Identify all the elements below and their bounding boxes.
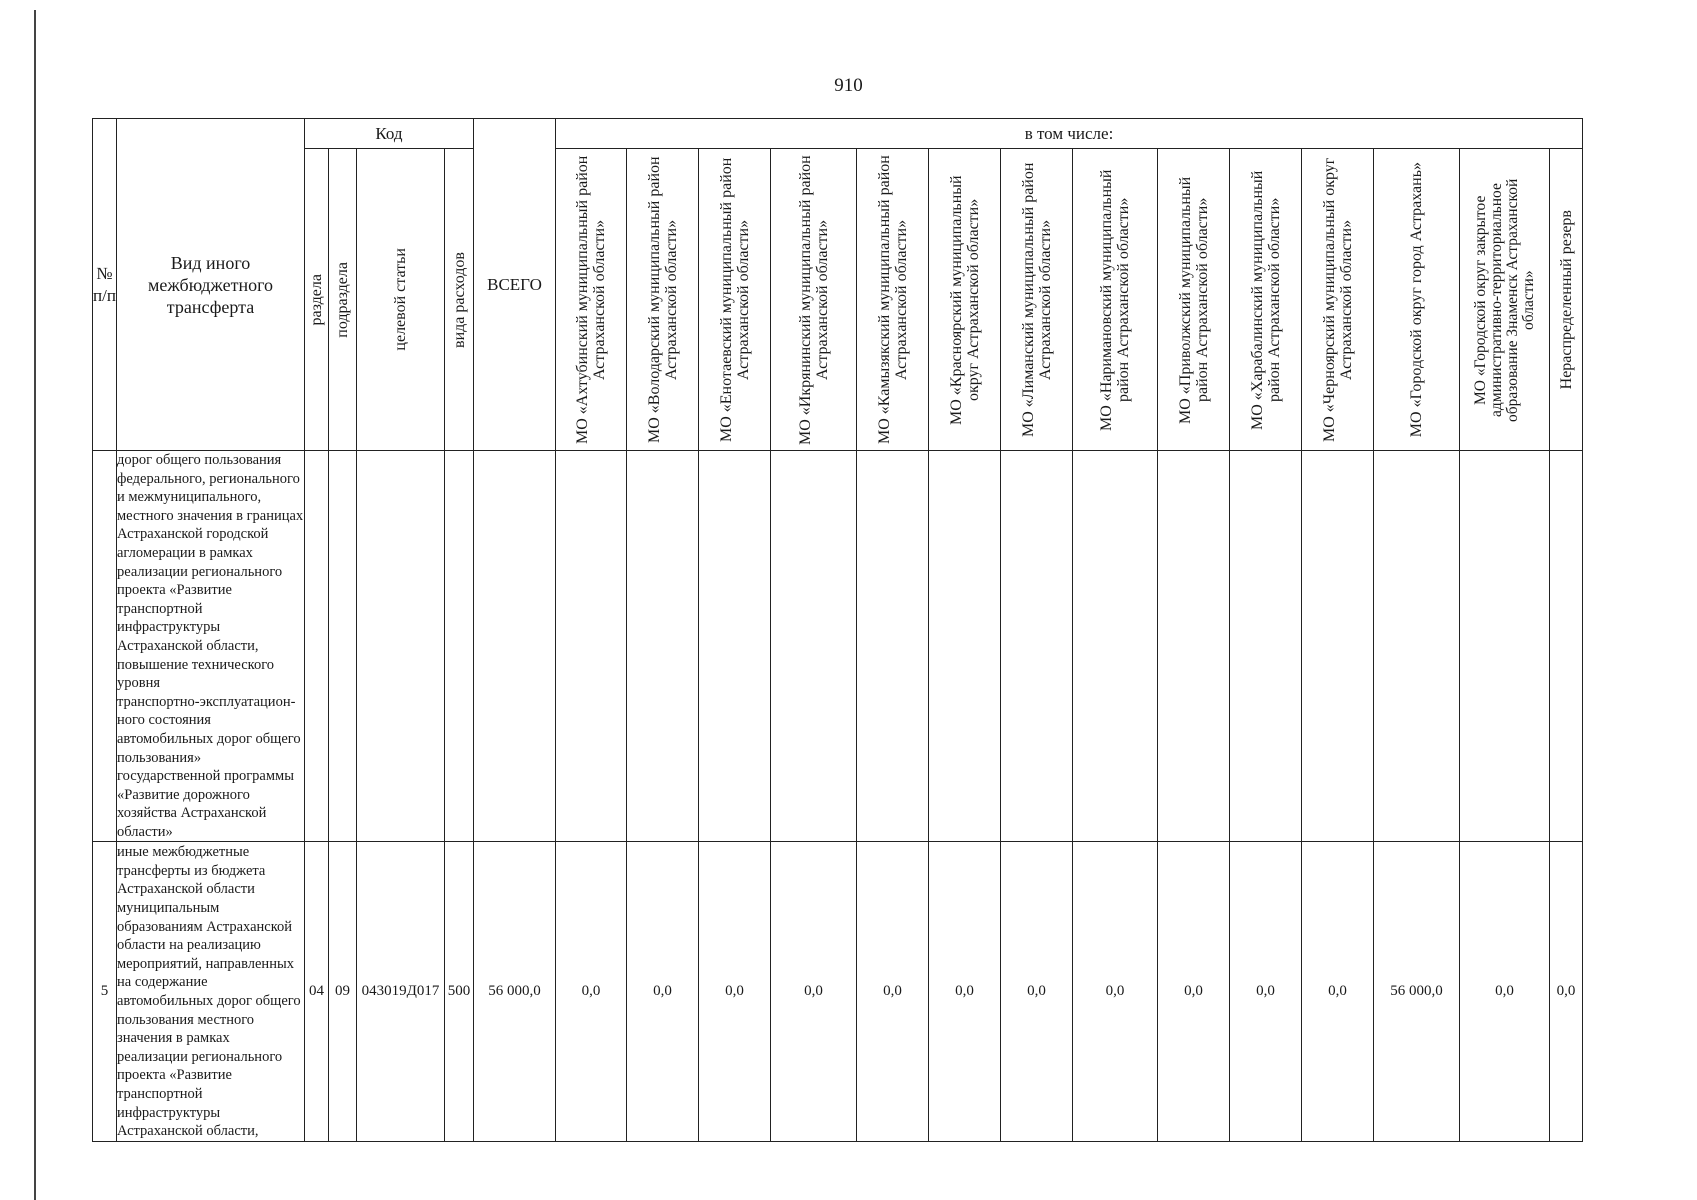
- col-header-mo-akhtubinsky: МО «Ахтубинский муниципальный район Астраханской области»: [574, 155, 608, 444]
- row-value: 0,0: [1302, 842, 1374, 1142]
- row-value: [1230, 451, 1302, 842]
- col-header-mo-krasnoyarsky: МО «Красноярский муниципальный округ Астраханской области»: [947, 174, 982, 425]
- header-row-1: [93, 119, 1583, 149]
- row-podrazdel: 09: [329, 842, 357, 1142]
- col-header-mo-ikryaninsky: МО «Икрянинский муниципальный район Астраханской области»: [796, 154, 831, 445]
- col-header-reserve: Нераспределенный резерв: [1557, 209, 1575, 390]
- row-celevaya: 043019Д017: [357, 842, 445, 1142]
- row-total: 56 000,0: [474, 842, 556, 1142]
- row-podrazdel: [329, 451, 357, 842]
- row-value: 0,0: [771, 842, 857, 1142]
- row-celevaya: [357, 451, 445, 842]
- col-header-mo-kharabalinsky: МО «Харабалинский муниципальный район Астраханской области»: [1248, 169, 1283, 430]
- col-header-mo-volodarsky: МО «Володарский муниципальный район Астраханской области»: [645, 156, 680, 443]
- row-value: 0,0: [699, 842, 771, 1142]
- row-value: [1001, 451, 1073, 842]
- col-header-num: № п/п: [93, 119, 117, 451]
- row-value: [929, 451, 1001, 842]
- left-margin-line: [34, 10, 36, 1200]
- row-value: [699, 451, 771, 842]
- row-value: 0,0: [1001, 842, 1073, 1142]
- row-value: 0,0: [929, 842, 1001, 1142]
- col-header-incl-group: в том числе:: [556, 119, 1583, 149]
- col-header-mo-astrakhan: МО «Городской округ город Астрахань»: [1408, 161, 1425, 438]
- row-value: [857, 451, 929, 842]
- row-num: 5: [93, 842, 117, 1142]
- row-razdel: [305, 451, 329, 842]
- row-value: [627, 451, 699, 842]
- table-row: [93, 451, 1583, 842]
- row-value: [1550, 451, 1583, 842]
- col-header-mo-narimanovsky: МО «Наримановский муниципальный район Астраханской области»: [1098, 168, 1132, 431]
- row-num: [93, 451, 117, 842]
- row-value: 0,0: [556, 842, 627, 1142]
- row-value: [1460, 451, 1550, 842]
- row-value: [1158, 451, 1230, 842]
- row-value: [771, 451, 857, 842]
- col-header-celevaya: целевой статьи: [392, 248, 409, 351]
- row-total: [474, 451, 556, 842]
- col-header-vid: вида расходов: [450, 251, 468, 348]
- col-header-mo-chernoyarsky: МО «Черноярский муниципальный округ Астраханской области»: [1320, 157, 1355, 442]
- col-header-mo-privolzhsky: МО «Приволжский муниципальный район Астраханской области»: [1176, 175, 1211, 424]
- header-row-2: [93, 149, 1583, 451]
- row-value: 0,0: [1460, 842, 1550, 1142]
- col-header-code-group: Код: [305, 119, 474, 149]
- row-vid: [445, 451, 474, 842]
- row-value: [1073, 451, 1158, 842]
- row-value: [556, 451, 627, 842]
- row-value: 0,0: [857, 842, 929, 1142]
- col-header-total: ВСЕГО: [474, 119, 556, 451]
- row-value: 56 000,0: [1374, 842, 1460, 1142]
- col-header-mo-kamyzyaksky: МО «Камызякский муниципальный район Астраханской области»: [875, 155, 910, 444]
- col-header-razdel: раздела: [308, 273, 325, 326]
- row-value: [1302, 451, 1374, 842]
- row-value: 0,0: [1158, 842, 1230, 1142]
- row-value: 0,0: [627, 842, 699, 1142]
- row-value: 0,0: [1550, 842, 1583, 1142]
- row-value: 0,0: [1073, 842, 1158, 1142]
- transfer-table: [92, 118, 1583, 1142]
- row-razdel: 04: [305, 842, 329, 1142]
- table-row: [93, 842, 1583, 1142]
- col-header-mo-enotaevsky: МО «Енотаевский муниципальный район Астраханской области»: [717, 157, 752, 442]
- row-value: 0,0: [1230, 842, 1302, 1142]
- col-header-mo-znamensk: МО «Городской округ закрытое административно-территориальное образование Знаменск Астраханской области»: [1471, 177, 1537, 422]
- col-header-podrazdel: подраздела: [334, 261, 351, 338]
- row-vid: 500: [445, 842, 474, 1142]
- col-header-type: Вид иного межбюджетного трансферта: [117, 119, 305, 451]
- row-value: [1374, 451, 1460, 842]
- page-number: 910: [834, 75, 863, 96]
- row-desc: иные межбюджетные трансферты из бюджета Астраханской области муниципальным образованиям Астраханской области на реализацию мероприятий, направленных на содержание автомобильных дорог общего пользования местного значения в рамках реализации регионального проекта «Развитие транспортной инфраструктуры Астраханской области,: [117, 842, 305, 1142]
- col-header-mo-limansky: МО «Лиманский муниципальный район Астраханской области»: [1019, 162, 1054, 437]
- row-desc: дорог общего пользования федерального, регионального и межмуниципального, местного значения в границах Астраханской городской агломерации в рамках реализации регионального проекта «Развитие транспортной инфраструктуры Астраханской области, повышение технического уровня транспортно-эксплуатацион- ного состояния автомобильных дорог общего пользования» государственной программы «Развитие дорожного хозяйства Астраханской области»: [117, 451, 305, 842]
